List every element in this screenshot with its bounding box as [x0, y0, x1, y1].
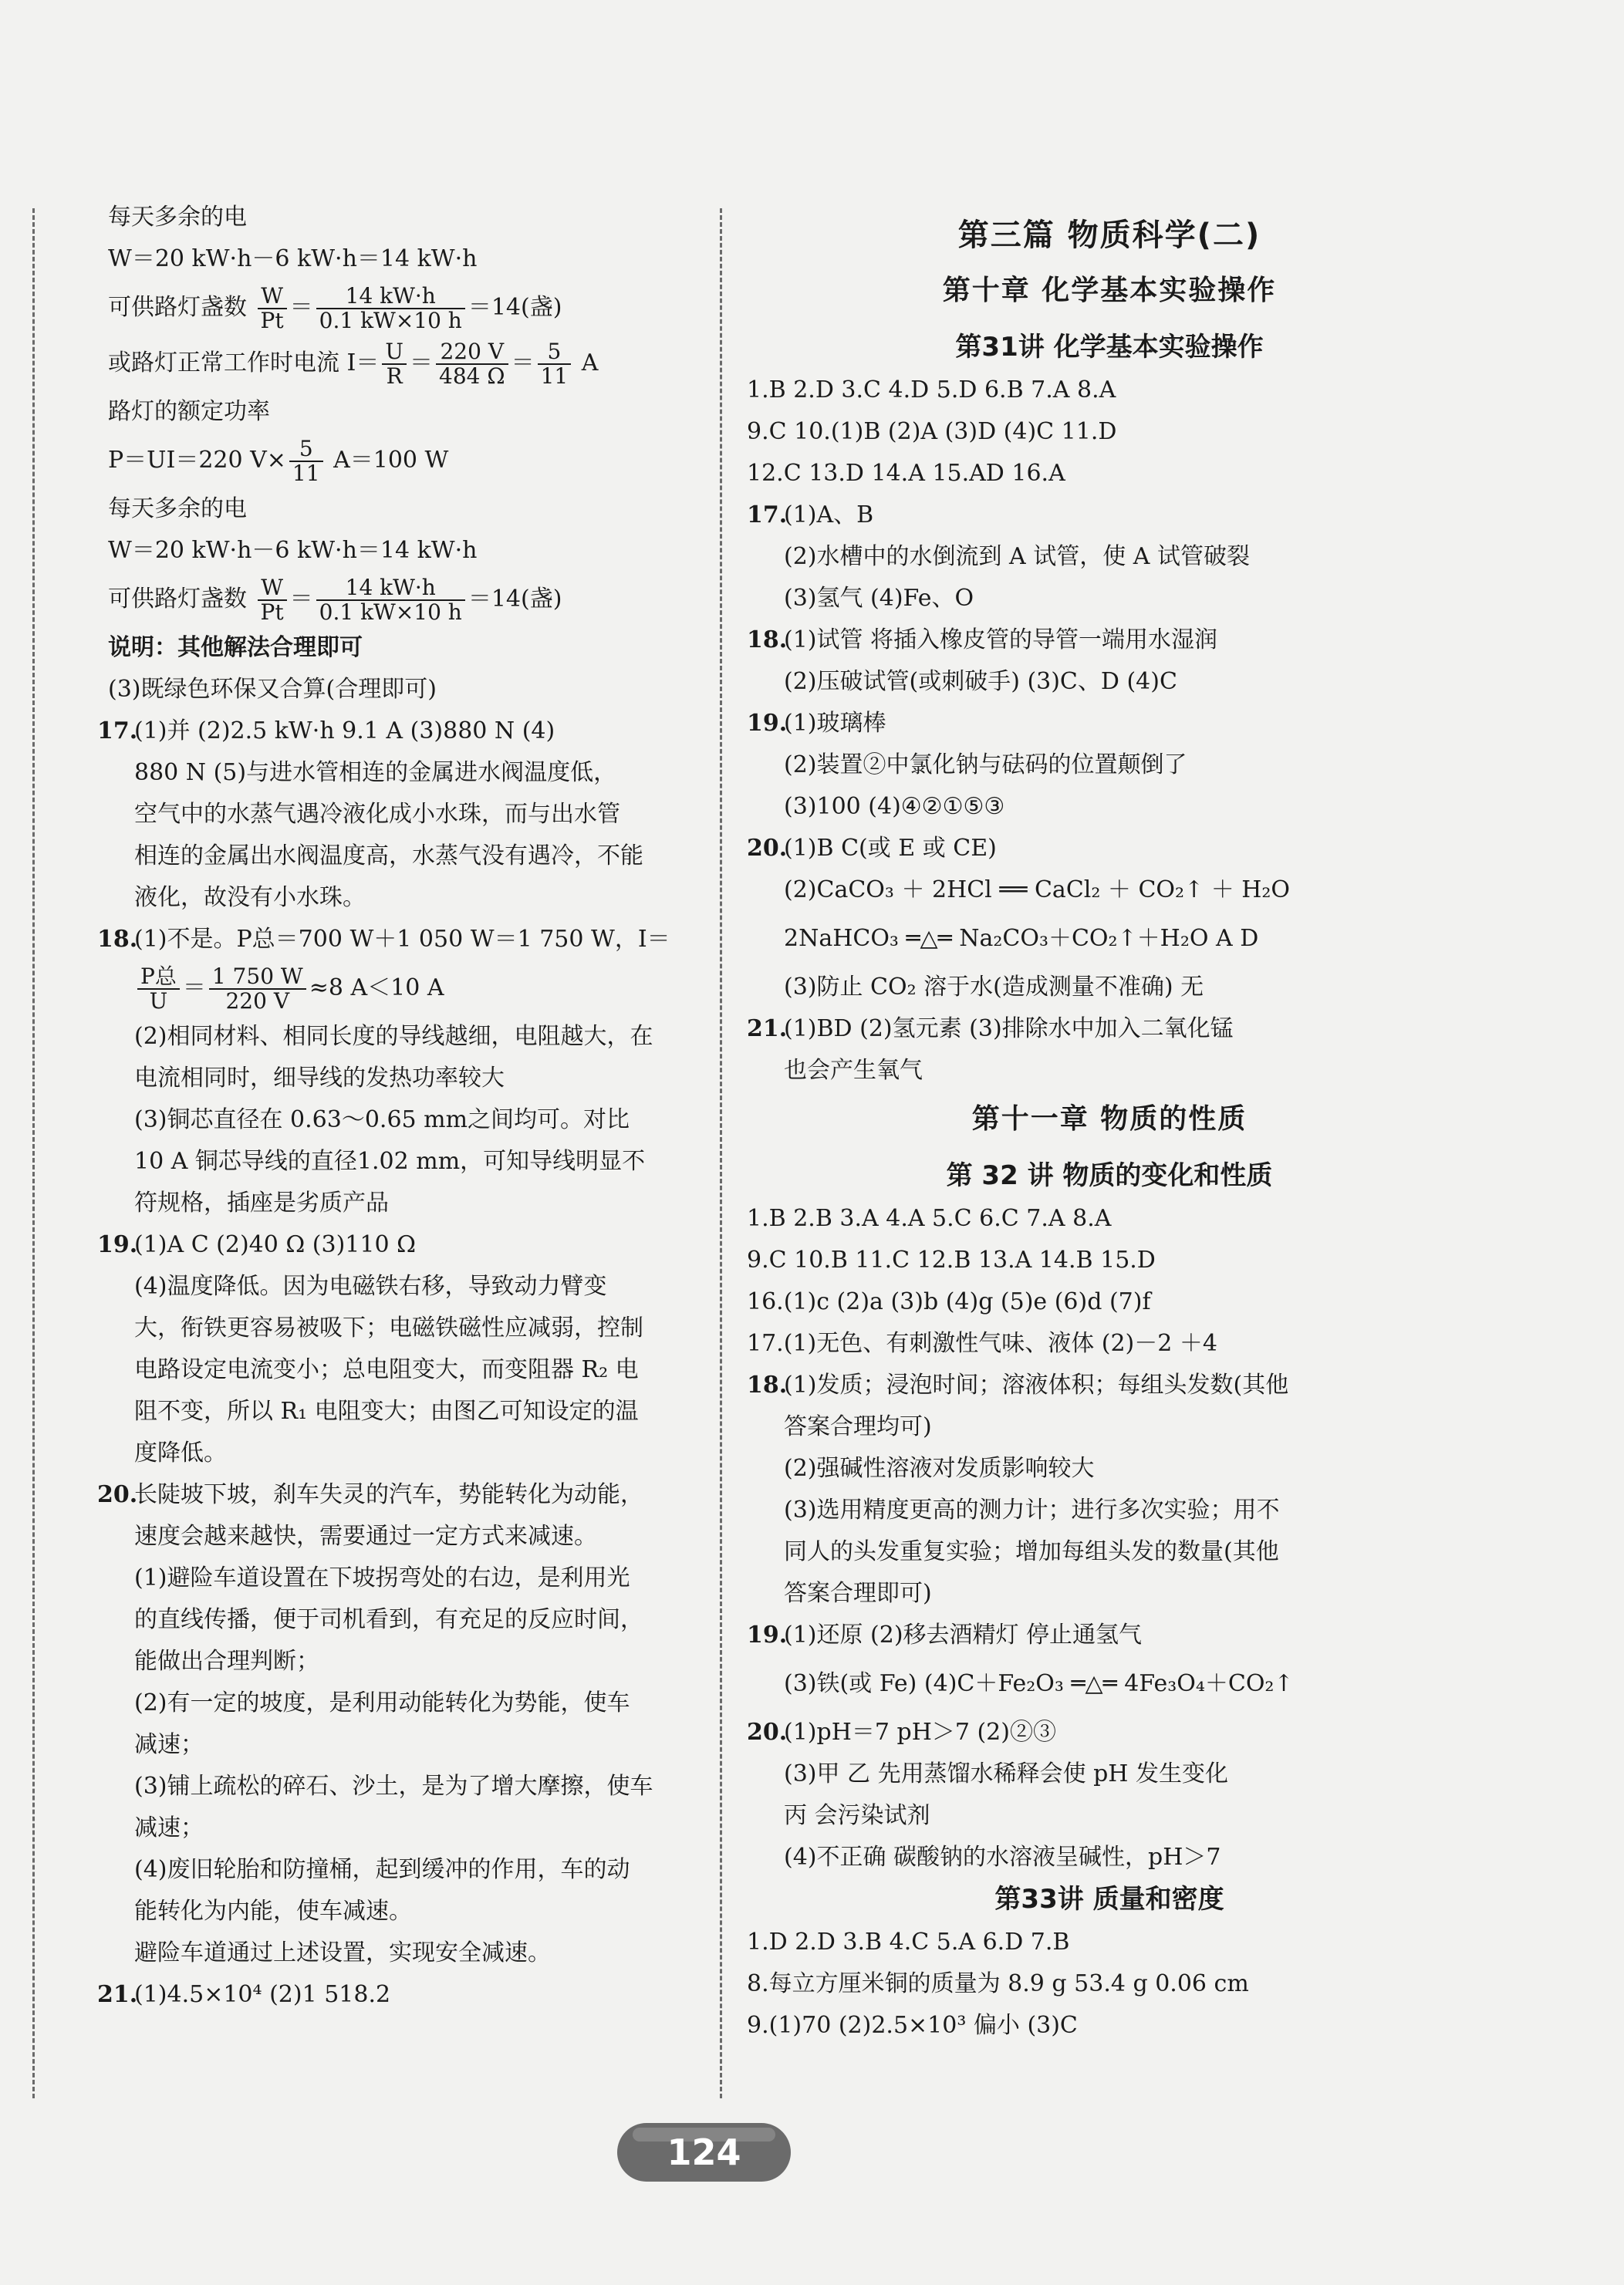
question-number: 19. [747, 1622, 788, 1649]
chapter-10-title: 第十章 化学基本实验操作 [942, 275, 1277, 306]
denominator: 0.1 kW×10 h [319, 599, 462, 625]
answer-line [747, 619, 1472, 661]
answer-line [747, 1323, 1472, 1365]
answer-line [97, 1849, 707, 1891]
numerator: 1 750 W [209, 965, 306, 990]
lecture-32-title: 第 32 讲 物质的变化和性质 [946, 1160, 1273, 1191]
answer-line [97, 1599, 707, 1641]
line-text: 9.(1)70 (2)2.5×10³ 偏小 (3)C [747, 2012, 1078, 2039]
answer-line [97, 280, 707, 336]
answer-line [97, 1433, 707, 1474]
line-text: ＝14(盏) [468, 294, 562, 321]
answer-line [747, 1712, 1472, 1753]
line-text: (3)铺上疏松的碎石、沙土，是为了增大摩擦，使车 [134, 1773, 653, 1800]
line-text: 可供路灯盏数 [108, 294, 255, 321]
line-text: (1)pH＝7 pH＞7 (2)②③ [784, 1719, 1056, 1746]
question-number: 18. [747, 1372, 788, 1399]
denominator: U [149, 988, 168, 1014]
answer-line [747, 1531, 1472, 1573]
line-text: 度降低。 [134, 1440, 227, 1467]
answer-line [747, 869, 1472, 911]
answer-line [97, 1016, 707, 1058]
answer-line [747, 1573, 1472, 1615]
answer-line [97, 877, 707, 919]
answer-line [747, 2005, 1472, 2047]
line-text: (3)氢气 (4)Fe、O [784, 585, 974, 612]
answer-line [97, 1141, 707, 1183]
answer-line [97, 1974, 707, 2016]
line-text: 长陡坡下坡，刹车失灵的汽车，势能转化为动能， [134, 1481, 643, 1508]
answer-line [97, 1474, 707, 1516]
answer-line [97, 1641, 707, 1683]
numerator: U [382, 340, 407, 365]
answer-line [747, 1050, 1472, 1092]
answer-line [97, 1308, 707, 1349]
answer-line [97, 1183, 707, 1224]
line-text: A [574, 349, 599, 376]
answer-line [97, 752, 707, 794]
line-text: 液化，故没有小水珠。 [134, 884, 366, 911]
line-text: 相连的金属出水阀温度高，水蒸气没有遇冷，不能 [134, 842, 643, 869]
line-text: 电路设定电流变小；总电阻变大，而变阻器 R₂ 电 [134, 1356, 639, 1383]
line-text: 12.C 13.D 14.A 15.AD 16.A [747, 460, 1065, 487]
left-column [97, 197, 707, 2016]
line-text: A＝100 W [326, 447, 449, 474]
answer-line [747, 1753, 1472, 1795]
line-text: (1)试管 将插入橡皮管的导管一端用水湿润 [784, 626, 1218, 653]
line-text: 答案合理即可) [784, 1580, 932, 1607]
numerator: P总 [137, 965, 180, 990]
line-text: (1)B C(或 E 或 CE) [784, 835, 997, 862]
answer-line [97, 1058, 707, 1099]
answer-line [747, 786, 1472, 828]
line-text: 每天多余的电 [108, 495, 247, 522]
line-text: (3)选用精度更高的测力计；进行多次实验；用不 [784, 1497, 1280, 1524]
answer-line [97, 391, 707, 433]
fraction [316, 285, 465, 332]
answer-line [97, 1099, 707, 1141]
fraction [209, 965, 306, 1013]
question-number: 17. [97, 717, 138, 744]
line-text: 空气中的水蒸气遇冷液化成小水珠，而与出水管 [134, 801, 620, 828]
lecture-31-answers [747, 370, 1472, 1092]
line-text: (1)A C (2)40 Ω (3)110 Ω [134, 1231, 416, 1258]
line-text: W＝20 kW·h－6 kW·h＝14 kW·h [108, 537, 478, 564]
line-text: ＝ [410, 349, 433, 376]
denominator: 11 [292, 461, 320, 486]
line-text: (2)相同材料、相同长度的导线越细，电阻越大，在 [134, 1023, 653, 1050]
answer-line [747, 536, 1472, 578]
answer-line [747, 1922, 1472, 1963]
fraction [258, 285, 287, 332]
line-text: P＝UI＝220 V× [108, 447, 286, 474]
line-text: (3)铜芯直径在 0.63～0.65 mm之间均可。对比 [134, 1106, 630, 1133]
line-text: 速度会越来越快，需要通过一定方式来减速。 [134, 1523, 597, 1550]
line-text: ＝ [511, 349, 535, 376]
question-number: 21. [97, 1981, 138, 2008]
question-number: 20. [747, 1719, 788, 1746]
denominator: Pt [260, 599, 284, 625]
question-number: 18. [747, 626, 788, 653]
line-text: 9.C 10.B 11.C 12.B 13.A 14.B 15.D [747, 1247, 1156, 1274]
line-text: (2)装置②中氯化钠与砝码的位置颠倒了 [784, 751, 1187, 778]
question-number: 21. [747, 1015, 788, 1042]
answer-line [97, 530, 707, 572]
answer-line [97, 919, 707, 960]
question-number: 17. [747, 501, 788, 528]
line-text: 17.(1)无色、有刺激性气味、液体 (2)－2 ＋4 [747, 1330, 1217, 1357]
answer-line [97, 1891, 707, 1932]
right-column [747, 197, 1472, 2047]
answer-line [97, 1807, 707, 1849]
question-number: 19. [747, 710, 788, 737]
question-number: 20. [97, 1481, 138, 1508]
page-number-badge: 124 [617, 2123, 791, 2182]
denominator: Pt [260, 308, 284, 333]
answer-line [747, 1615, 1472, 1656]
answer-line [747, 744, 1472, 786]
line-text: (1)还原 (2)移去酒精灯 停止通氢气 [784, 1622, 1143, 1649]
fraction [436, 340, 508, 388]
line-text: 符规格，插座是劣质产品 [134, 1190, 389, 1217]
line-text: 丙 会污染试剂 [784, 1802, 930, 1829]
answer-line [747, 1198, 1472, 1240]
lecture-31-title: 第31讲 化学基本实验操作 [955, 332, 1264, 363]
line-text: 1.D 2.D 3.B 4.C 5.A 6.D 7.B [747, 1929, 1070, 1956]
denominator: 0.1 kW×10 h [319, 308, 462, 333]
answer-line [747, 1837, 1472, 1878]
answer-line [747, 967, 1472, 1008]
numerator: 5 [538, 340, 572, 365]
denominator: R [386, 363, 403, 389]
fraction [289, 437, 323, 485]
note-text: 说明：其他解法合理即可 [108, 634, 363, 661]
line-text: 可供路灯盏数 [108, 586, 255, 613]
answer-line [747, 1240, 1472, 1281]
answer-line [747, 453, 1472, 494]
line-text: ＝ [289, 294, 313, 321]
question-number: 18. [97, 926, 138, 953]
line-text: (1)发质；浸泡时间；溶液体积；每组头发数(其他 [784, 1372, 1289, 1399]
line-text: ＝14(盏) [468, 586, 562, 613]
line-text: (2)强碱性溶液对发质影响较大 [784, 1455, 1095, 1482]
question-number: 19. [97, 1231, 138, 1258]
answer-line [747, 1448, 1472, 1490]
line-text: 电流相同时，细导线的发热功率较大 [134, 1065, 505, 1092]
answer-line [747, 1406, 1472, 1448]
line-text: 10 A 铜芯导线的直径1.02 mm，可知导线明显不 [134, 1148, 646, 1175]
answer-line [97, 238, 707, 280]
chapter-11-title: 第十一章 物质的性质 [971, 1103, 1248, 1135]
answer-line [97, 794, 707, 835]
line-text: 2NaHCO₃ ═△═ Na₂CO₃＋CO₂↑＋H₂O A D [784, 925, 1259, 952]
answer-line [97, 1724, 707, 1766]
answer-line [97, 1349, 707, 1391]
numerator: 14 kW·h [316, 285, 465, 309]
line-text: (1)A、B [784, 501, 874, 528]
answer-line [97, 710, 707, 752]
answer-line [97, 197, 707, 238]
numerator: 14 kW·h [316, 576, 465, 601]
denominator: 484 Ω [439, 363, 505, 389]
answer-line [97, 1683, 707, 1724]
line-text: (1)4.5×10⁴ (2)1 518.2 [134, 1981, 391, 2008]
answer-line [97, 1516, 707, 1558]
line-text: (1)玻璃棒 [784, 710, 886, 737]
answer-line [97, 1766, 707, 1807]
denominator: 11 [540, 363, 569, 389]
line-text: ＝ [182, 974, 206, 1001]
line-text: 能转化为内能，使车减速。 [134, 1898, 412, 1925]
line-text: 减速； [134, 1814, 204, 1841]
line-text: (2)有一定的坡度，是利用动能转化为势能，使车 [134, 1689, 630, 1716]
lecture-32-answers [747, 1198, 1472, 1878]
answer-line [747, 370, 1472, 411]
line-text: 也会产生氧气 [784, 1057, 923, 1084]
answer-line [97, 433, 707, 488]
line-text: 同人的头发重复实验；增加每组头发的数量(其他 [784, 1538, 1279, 1565]
answer-line [97, 1266, 707, 1308]
numerator: W [258, 576, 287, 601]
line-text: (1)BD (2)氢元素 (3)排除水中加入二氧化锰 [784, 1015, 1234, 1042]
line-text: 答案合理均可) [784, 1413, 932, 1440]
answer-line [97, 1558, 707, 1599]
line-text: W＝20 kW·h－6 kW·h＝14 kW·h [108, 245, 478, 272]
answer-line [97, 1932, 707, 1974]
line-text: 大，衔铁更容易被吸下；电磁铁磁性应减弱，控制 [134, 1315, 643, 1342]
answer-line [747, 1008, 1472, 1050]
line-text: 16.(1)c (2)a (3)b (4)g (5)e (6)d (7)f [747, 1288, 1151, 1315]
answer-line [97, 1224, 707, 1266]
line-text: 阻不变，所以 R₁ 电阻变大；由图乙可知设定的温 [134, 1398, 639, 1425]
fraction [538, 340, 572, 388]
denominator: 220 V [225, 988, 290, 1014]
lecture-33-title: 第33讲 质量和密度 [994, 1884, 1224, 1915]
line-text: ≈8 A＜10 A [309, 974, 444, 1001]
answer-line [747, 1656, 1472, 1712]
line-text: 避险车道通过上述设置，实现安全减速。 [134, 1939, 551, 1966]
numerator: W [258, 285, 287, 309]
line-text: (4)废旧轮胎和防撞桶，起到缓冲的作用，车的动 [134, 1856, 630, 1883]
line-text: 8.每立方厘米铜的质量为 8.9 g 53.4 g 0.06 cm [747, 1970, 1249, 1997]
answer-line [97, 336, 707, 391]
line-text: (4)温度降低。因为电磁铁右移，导致动力臂变 [134, 1273, 607, 1300]
line-text: (2)压破试管(或刺破手) (3)C、D (4)C [784, 668, 1177, 695]
answer-line [97, 627, 707, 669]
line-text: 9.C 10.(1)B (2)A (3)D (4)C 11.D [747, 418, 1117, 445]
answer-line [747, 703, 1472, 744]
fraction [137, 965, 180, 1013]
line-text: (4)不正确 碳酸钠的水溶液呈碱性，pH＞7 [784, 1844, 1221, 1871]
line-text: 880 N (5)与进水管相连的金属进水阀温度低， [134, 759, 617, 786]
answer-line [97, 1391, 707, 1433]
line-text: (3)铁(或 Fe) (4)C＋Fe₂O₃ ═△═ 4Fe₃O₄＋CO₂↑ [784, 1670, 1294, 1697]
answer-line [747, 1963, 1472, 2005]
fraction [382, 340, 407, 388]
answer-line [747, 1795, 1472, 1837]
answer-line [747, 828, 1472, 869]
line-text: (2)CaCO₃ ＋ 2HCl ══ CaCl₂ ＋ CO₂↑ ＋ H₂O [784, 876, 1291, 903]
answer-line [97, 835, 707, 877]
part-title: 第三篇 物质科学(二) [957, 218, 1261, 253]
answer-line [97, 572, 707, 627]
fraction [258, 576, 287, 624]
line-text: (3)甲 乙 先用蒸馏水稀释会使 pH 发生变化 [784, 1760, 1229, 1787]
line-text: 每天多余的电 [108, 204, 247, 231]
numerator: 5 [289, 437, 323, 462]
answer-line [97, 669, 707, 710]
line-text: 1.B 2.B 3.A 4.A 5.C 6.C 7.A 8.A [747, 1205, 1112, 1232]
answer-line [747, 411, 1472, 453]
line-text: 能做出合理判断； [134, 1648, 319, 1675]
line-text: 路灯的额定功率 [108, 398, 270, 425]
column-divider [720, 208, 722, 2098]
answer-line [747, 661, 1472, 703]
line-text: (1)不是。P总＝700 W＋1 050 W＝1 750 W，I＝ [134, 926, 670, 953]
line-text: 的直线传播，便于司机看到，有充足的反应时间， [134, 1606, 643, 1633]
question-number: 20. [747, 835, 788, 862]
lecture-33-answers [747, 1922, 1472, 2047]
line-text: (3)防止 CO₂ 溶于水(造成测量不准确) 无 [784, 974, 1204, 1001]
line-text: (2)水槽中的水倒流到 A 试管，使 A 试管破裂 [784, 543, 1250, 570]
line-text: (3)既绿色环保又合算(合理即可) [108, 676, 437, 703]
answer-line [747, 1490, 1472, 1531]
answer-line [97, 960, 707, 1016]
answer-line [747, 1365, 1472, 1406]
line-text: 减速； [134, 1731, 204, 1758]
answer-line [747, 1281, 1472, 1323]
answer-line [747, 494, 1472, 536]
numerator: 220 V [436, 340, 508, 365]
line-text: (3)100 (4)④②①⑤③ [784, 793, 1005, 820]
line-text: 1.B 2.D 3.C 4.D 5.D 6.B 7.A 8.A [747, 376, 1116, 403]
line-text: (1)并 (2)2.5 kW·h 9.1 A (3)880 N (4) [134, 717, 555, 744]
line-text: (1)避险车道设置在下坡拐弯处的右边，是利用光 [134, 1564, 630, 1591]
line-text: 或路灯正常工作时电流 I＝ [108, 349, 380, 376]
answer-line [747, 578, 1472, 619]
left-margin-dashed-line [32, 208, 35, 2098]
answer-line [747, 911, 1472, 967]
fraction [316, 576, 465, 624]
line-text: ＝ [289, 586, 313, 613]
answer-line [97, 488, 707, 530]
